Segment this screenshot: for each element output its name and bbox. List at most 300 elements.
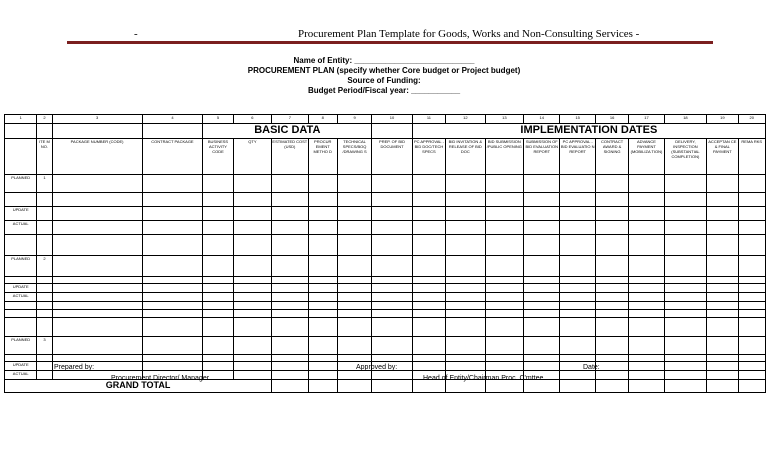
column-header: PROCUR EMENT METHO D [308, 138, 337, 174]
date-line: Date: _______________ [583, 364, 661, 371]
table-cell [738, 361, 765, 370]
table-cell [142, 192, 203, 206]
table-cell [37, 370, 52, 379]
table-cell [203, 220, 233, 234]
table-cell [37, 317, 52, 336]
table-cell [524, 336, 560, 354]
table-cell [738, 336, 765, 354]
table-cell [629, 354, 664, 361]
grand-total-cell [560, 379, 595, 392]
table-cell [37, 354, 52, 361]
table-cell [308, 361, 337, 370]
table-cell [37, 283, 52, 292]
table-cell [142, 276, 203, 283]
table-cell [664, 255, 707, 276]
table-cell [446, 317, 485, 336]
table-cell [52, 192, 142, 206]
table-cell [664, 276, 707, 283]
column-number-row [5, 115, 766, 124]
planned-label: PLANNED [5, 336, 37, 354]
table-cell [308, 276, 337, 283]
table-cell [52, 354, 142, 361]
grand-total-cell [595, 379, 628, 392]
table-cell [485, 301, 523, 309]
table-cell [707, 192, 738, 206]
table-cell [738, 292, 765, 301]
table-cell [595, 220, 628, 234]
table-row [5, 283, 766, 292]
table-cell [524, 283, 560, 292]
table-cell [485, 220, 523, 234]
table-cell [485, 206, 523, 220]
column-header: QTY [233, 138, 271, 174]
column-number: 1 [5, 115, 37, 124]
table-cell [52, 283, 142, 292]
column-header: PREP. OF BID DOCUMENT [372, 138, 412, 174]
table-cell [272, 276, 308, 283]
column-header: ITE M NO. [37, 138, 52, 174]
table-cell [272, 283, 308, 292]
table-cell [37, 234, 52, 255]
column-header: PC APPROVAL - BID DOC/TECH SPECS [412, 138, 445, 174]
table-cell [560, 317, 595, 336]
table-cell [308, 370, 337, 379]
table-cell [595, 354, 628, 361]
table-cell [203, 301, 233, 309]
table-cell [595, 255, 628, 276]
column-number: 11 [412, 115, 445, 124]
table-cell [524, 301, 560, 309]
table-cell [560, 206, 595, 220]
table-cell [337, 174, 371, 192]
table-cell [738, 206, 765, 220]
table-cell [664, 174, 707, 192]
table-cell [308, 336, 337, 354]
table-cell [272, 174, 308, 192]
table-cell [37, 309, 52, 317]
blank-cell [52, 124, 142, 139]
table-cell [485, 292, 523, 301]
grand-total-cell [664, 379, 707, 392]
table-cell [233, 354, 271, 361]
table-cell [337, 317, 371, 336]
column-number: 2 [37, 115, 52, 124]
table-cell [142, 206, 203, 220]
table-cell [707, 292, 738, 301]
table-cell [37, 361, 52, 370]
update-label: UPDATE [5, 206, 37, 220]
column-number: 19 [707, 115, 738, 124]
table-cell [203, 206, 233, 220]
table-row [5, 354, 766, 361]
table-cell [372, 192, 412, 206]
table-row [5, 255, 766, 276]
table-cell [5, 317, 37, 336]
table-cell [595, 192, 628, 206]
table-cell [372, 283, 412, 292]
table-cell [412, 317, 445, 336]
table-cell [664, 309, 707, 317]
table-cell [629, 206, 664, 220]
table-cell [5, 276, 37, 283]
table-cell [664, 354, 707, 361]
table-cell [203, 192, 233, 206]
table-cell [707, 206, 738, 220]
table-cell [412, 276, 445, 283]
table-cell [412, 192, 445, 206]
table-cell [485, 234, 523, 255]
table-cell [446, 192, 485, 206]
column-header: BID INVITATION & RELEASE OF BID DOC [446, 138, 485, 174]
table-cell [233, 206, 271, 220]
table-cell [446, 292, 485, 301]
column-header: BID SUBMISSION /PUBLIC OPENING [485, 138, 523, 174]
table-cell [203, 255, 233, 276]
table-cell [664, 292, 707, 301]
table-cell [560, 301, 595, 309]
column-number: 6 [233, 115, 271, 124]
table-cell [595, 174, 628, 192]
table-cell [707, 336, 738, 354]
table-cell [142, 220, 203, 234]
table-cell [412, 220, 445, 234]
table-cell [524, 234, 560, 255]
table-row [5, 234, 766, 255]
table-cell [738, 220, 765, 234]
table-cell [560, 309, 595, 317]
table-row [5, 309, 766, 317]
column-number: 5 [203, 115, 233, 124]
table-cell [372, 309, 412, 317]
table-cell [233, 192, 271, 206]
table-cell [5, 192, 37, 206]
grand-total-cell [308, 379, 337, 392]
table-cell [203, 234, 233, 255]
table-cell [412, 301, 445, 309]
table-cell [664, 220, 707, 234]
implementation-dates-title: IMPLEMENTATION DATES [412, 124, 765, 139]
column-header: CONTRACT PACKAGE [142, 138, 203, 174]
table-cell [707, 234, 738, 255]
table-cell [485, 317, 523, 336]
table-cell [629, 192, 664, 206]
table-cell [37, 276, 52, 283]
procurement-plan-table [4, 114, 766, 393]
table-cell [272, 206, 308, 220]
table-cell [412, 292, 445, 301]
table-cell [524, 317, 560, 336]
column-number: 20 [738, 115, 765, 124]
table-cell [446, 336, 485, 354]
column-header: CONTRACT AWARD & SIGNING [595, 138, 628, 174]
table-cell [372, 301, 412, 309]
table-cell [595, 283, 628, 292]
table-cell [272, 354, 308, 361]
document-title: Procurement Plan Template for Goods, Works and Non-Consulting Services - [298, 28, 640, 40]
table-cell [337, 354, 371, 361]
table-cell [233, 234, 271, 255]
table-cell [707, 276, 738, 283]
table-cell [446, 283, 485, 292]
table-cell [142, 301, 203, 309]
table-cell [485, 255, 523, 276]
table-cell [308, 174, 337, 192]
table-cell [52, 317, 142, 336]
table-cell [738, 255, 765, 276]
table-cell [412, 206, 445, 220]
table-cell [412, 255, 445, 276]
table-cell [337, 370, 371, 379]
table-row [5, 206, 766, 220]
table-cell [37, 301, 52, 309]
column-number: 9 [337, 115, 371, 124]
column-header: DELIVERY, INSPECTION (SUBSTANTIAL COMPLETION) [664, 138, 707, 174]
table-cell [664, 234, 707, 255]
blank-cell [37, 124, 52, 139]
table-cell [308, 292, 337, 301]
blank-cell [372, 124, 412, 139]
column-header: PACKAGE NUMBER (CODE) [52, 138, 142, 174]
table-cell [272, 309, 308, 317]
table-cell [233, 309, 271, 317]
table-row [5, 174, 766, 192]
table-cell [272, 192, 308, 206]
table-cell [272, 301, 308, 309]
table-cell [595, 276, 628, 283]
table-cell [707, 370, 738, 379]
column-header: TECHNICAL SPECS/BOQ /DRAWING S [337, 138, 371, 174]
table-cell [524, 309, 560, 317]
table-cell [52, 255, 142, 276]
source-of-funding-line: Source of Funding: [347, 76, 421, 85]
table-cell [560, 354, 595, 361]
table-cell [52, 234, 142, 255]
column-number: 16 [595, 115, 628, 124]
table-cell [203, 317, 233, 336]
column-header: SUBMISSION OF BID EVALUATION REPORT [524, 138, 560, 174]
column-number: 13 [485, 115, 523, 124]
table-cell [142, 234, 203, 255]
table-cell [272, 361, 308, 370]
table-cell [707, 354, 738, 361]
table-cell [372, 220, 412, 234]
table-cell [524, 220, 560, 234]
table-cell [629, 301, 664, 309]
table-cell [337, 336, 371, 354]
table-cell [664, 283, 707, 292]
table-row [5, 192, 766, 206]
table-cell [233, 174, 271, 192]
table-row [5, 220, 766, 234]
table-cell [485, 309, 523, 317]
column-header: REMA RKS [738, 138, 765, 174]
table-cell [52, 309, 142, 317]
table-cell [738, 276, 765, 283]
table-cell [595, 336, 628, 354]
table-cell [629, 220, 664, 234]
table-cell [664, 361, 707, 370]
table-cell [446, 206, 485, 220]
table-cell [560, 276, 595, 283]
grand-total-cell [629, 379, 664, 392]
planned-label: PLANNED [5, 174, 37, 192]
table-cell [142, 309, 203, 317]
update-label: UPDATE [5, 361, 37, 370]
table-cell [485, 192, 523, 206]
table-cell [337, 301, 371, 309]
table-cell [664, 317, 707, 336]
table-cell [707, 361, 738, 370]
table-cell [524, 276, 560, 283]
table-cell [337, 292, 371, 301]
table-cell [524, 174, 560, 192]
column-number: 15 [560, 115, 595, 124]
table-cell [272, 292, 308, 301]
table-cell [372, 370, 412, 379]
table-cell [372, 336, 412, 354]
table-cell [37, 292, 52, 301]
prepared-by-line: Prepared by: ___________________________________ [54, 364, 233, 371]
table-cell [664, 192, 707, 206]
table-cell [142, 317, 203, 336]
table-cell [738, 309, 765, 317]
table-cell [412, 234, 445, 255]
header-dash: - [134, 28, 138, 40]
table-cell [37, 220, 52, 234]
table-cell [629, 255, 664, 276]
table-cell [272, 234, 308, 255]
table-cell [233, 317, 271, 336]
table-cell [738, 301, 765, 309]
table-cell [629, 283, 664, 292]
column-number: 12 [446, 115, 485, 124]
table-cell [595, 206, 628, 220]
table-cell [560, 370, 595, 379]
table-cell [738, 370, 765, 379]
table-cell [308, 354, 337, 361]
table-cell [372, 174, 412, 192]
table-cell [203, 276, 233, 283]
table-cell [738, 283, 765, 292]
table-cell [560, 283, 595, 292]
table-cell [446, 301, 485, 309]
table-cell [560, 255, 595, 276]
approved-by-line: Approved by: ____________________________________ [356, 364, 540, 371]
table-cell [233, 301, 271, 309]
table-cell [629, 336, 664, 354]
column-number: 8 [308, 115, 337, 124]
table-cell [52, 206, 142, 220]
table-cell [560, 220, 595, 234]
table-cell [485, 174, 523, 192]
column-header-row [5, 138, 766, 174]
table-row [5, 317, 766, 336]
table-cell [485, 354, 523, 361]
table-cell [629, 317, 664, 336]
column-header: ESTIMATED COST (USD) [272, 138, 308, 174]
table-cell [446, 354, 485, 361]
table-cell [233, 255, 271, 276]
table-row [5, 292, 766, 301]
table-cell [738, 192, 765, 206]
table-cell [560, 292, 595, 301]
table-cell [412, 336, 445, 354]
table-cell [560, 234, 595, 255]
actual-label: ACTUAL [5, 220, 37, 234]
table-cell [629, 292, 664, 301]
table-cell [446, 234, 485, 255]
table-cell [738, 234, 765, 255]
table-cell [233, 283, 271, 292]
table-row [5, 276, 766, 283]
table-cell [233, 292, 271, 301]
table-cell [142, 354, 203, 361]
table-cell [707, 317, 738, 336]
table-cell [203, 283, 233, 292]
table-cell [446, 220, 485, 234]
table-row [5, 301, 766, 309]
table-cell [52, 336, 142, 354]
table-cell [203, 336, 233, 354]
column-header: BUSINESS ACTIVITY CODE [203, 138, 233, 174]
column-header: ADVANCE PAYMENT (MOBILIZA TION) [629, 138, 664, 174]
table-cell [5, 354, 37, 361]
table-cell [203, 292, 233, 301]
table-cell [664, 370, 707, 379]
actual-label: ACTUAL [5, 370, 37, 379]
table-cell [272, 336, 308, 354]
grand-total-cell [707, 379, 738, 392]
table-cell [5, 301, 37, 309]
table-cell [629, 234, 664, 255]
column-number: 17 [629, 115, 664, 124]
column-number: 10 [372, 115, 412, 124]
grand-total-cell [738, 379, 765, 392]
table-cell [595, 234, 628, 255]
table-cell [272, 317, 308, 336]
column-header [5, 138, 37, 174]
table-cell [707, 301, 738, 309]
table-cell [142, 292, 203, 301]
table-cell [372, 354, 412, 361]
table-cell [446, 309, 485, 317]
table-cell [233, 220, 271, 234]
table-cell [372, 292, 412, 301]
table-cell [203, 354, 233, 361]
column-number: 7 [272, 115, 308, 124]
table-cell [52, 301, 142, 309]
table-cell [337, 276, 371, 283]
table-cell [5, 309, 37, 317]
table-cell [233, 276, 271, 283]
item-number: 2 [37, 255, 52, 276]
table-cell [308, 206, 337, 220]
table-cell [142, 336, 203, 354]
column-number: 18 [664, 115, 707, 124]
blank-cell [142, 124, 203, 139]
table-cell [524, 292, 560, 301]
column-header: PC APPROVAL - BID EVALUATIO N REPORT [560, 138, 595, 174]
table-cell [52, 276, 142, 283]
table-cell [337, 309, 371, 317]
table-cell [142, 174, 203, 192]
table-cell [203, 309, 233, 317]
table-cell [272, 255, 308, 276]
table-cell [372, 234, 412, 255]
table-cell [272, 220, 308, 234]
table-cell [337, 255, 371, 276]
table-cell [233, 336, 271, 354]
